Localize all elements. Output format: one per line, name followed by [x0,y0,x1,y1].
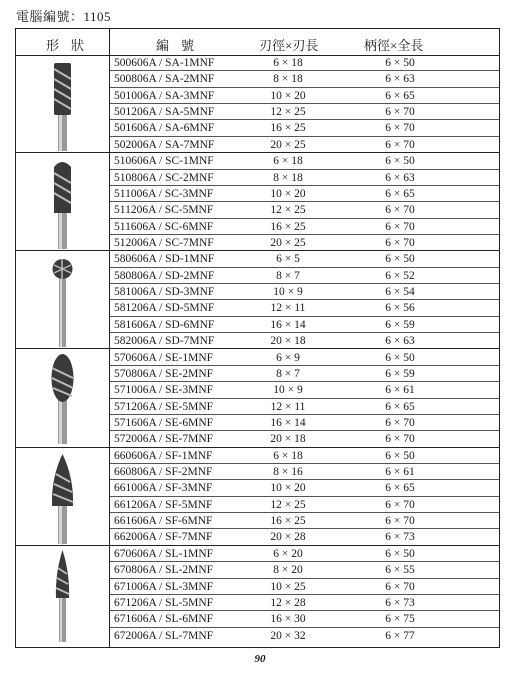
cut-size: 8 × 18 [273,73,303,86]
part-number: 580806A / SD-2MNF [114,269,215,282]
part-number: 661606A / SF-6MNF [114,515,213,528]
table-header [16,29,499,56]
part-number: 511206A / SC-5MNF [114,204,214,217]
table-row [110,399,499,415]
cut-size: 8 × 7 [276,367,300,380]
cut-size: 10 × 9 [273,384,303,397]
header-cut-size: 刃徑×刃長 [259,38,319,53]
part-number: 661006A / SF-3MNF [114,482,213,495]
shank-size: 6 × 63 [385,171,415,184]
tool-rows [110,153,499,251]
cut-size: 12 × 25 [270,204,306,217]
tool-rows [110,55,499,153]
table-row [110,464,499,480]
part-number: 501006A / SA-3MNF [114,89,215,102]
shank-size: 6 × 59 [385,318,415,331]
table-row [110,284,499,300]
cut-size: 12 × 28 [270,596,306,609]
shank-size: 6 × 65 [385,400,415,413]
shank-size: 6 × 75 [385,613,415,626]
shank-size: 6 × 70 [385,236,415,249]
part-number: 672006A / SL-7MNF [114,629,214,642]
tool-rows [110,251,499,349]
cut-size: 10 × 20 [270,89,306,102]
shank-size: 6 × 52 [385,269,415,282]
cut-size: 12 × 11 [270,302,306,315]
cut-size: 8 × 18 [273,171,303,184]
part-number: 660806A / SF-2MNF [114,466,213,479]
table-row [110,546,499,562]
cut-size: 8 × 16 [273,466,303,479]
shank-size: 6 × 54 [385,286,415,299]
part-number: 570606A / SE-1MNF [114,351,214,364]
cut-size: 20 × 18 [270,433,306,446]
cut-size: 12 × 11 [270,400,306,413]
table-row [110,628,499,644]
part-number: 582006A / SD-7MNF [114,335,215,348]
table-row [110,529,499,545]
cut-size: 12 × 25 [270,105,306,118]
cut-size: 20 × 25 [270,236,306,249]
shank-size: 6 × 63 [385,335,415,348]
cut-size: 12 × 25 [270,498,306,511]
shank-size: 6 × 50 [385,155,415,168]
tool-image-sf [16,448,109,546]
shank-size: 6 × 70 [385,138,415,151]
table-row [110,71,499,87]
part-number: 662006A / SF-7MNF [114,531,213,544]
product-table [15,28,500,648]
table-row [110,153,499,169]
table-row [110,120,499,136]
shank-size: 6 × 70 [385,122,415,135]
shank-size: 6 × 63 [385,73,415,86]
tool-image-sa [16,55,109,153]
table-row [110,366,499,382]
shank-size: 6 × 70 [385,498,415,511]
shank-size: 6 × 65 [385,187,415,200]
page-number: 90 [254,653,266,665]
shank-size: 6 × 70 [385,416,415,429]
part-number: 660606A / SF-1MNF [114,449,213,462]
cut-size: 10 × 9 [273,286,303,299]
cut-size: 20 × 18 [270,335,306,348]
tool-image-sd [16,251,109,349]
shank-size: 6 × 50 [385,253,415,266]
table-row [110,382,499,398]
table-row [110,611,499,627]
part-number: 571206A / SE-5MNF [114,400,214,413]
table-row [110,480,499,496]
part-number: 510806A / SC-2MNF [114,171,214,184]
table-row [110,513,499,529]
cut-size: 6 × 18 [273,449,303,462]
shank-size: 6 × 70 [385,580,415,593]
cut-size: 20 × 32 [270,629,306,642]
part-number: 500806A / SA-2MNF [114,73,215,86]
part-number: 570806A / SE-2MNF [114,367,214,380]
part-number: 671606A / SL-6MNF [114,613,214,626]
part-number: 511006A / SC-3MNF [114,187,214,200]
cut-size: 10 × 25 [270,580,306,593]
shank-size: 6 × 50 [385,548,415,560]
cut-size: 16 × 25 [270,122,306,135]
table-row [110,317,499,333]
table-row [110,431,499,447]
shank-size: 6 × 61 [385,384,415,397]
part-number: 512006A / SC-7MNF [114,236,214,249]
table-row [110,219,499,235]
tool-image-sl [16,546,109,644]
table-row [110,104,499,120]
cut-size: 10 × 20 [270,482,306,495]
tool-rows [110,546,499,644]
table-row [110,415,499,431]
cut-size: 6 × 18 [273,57,303,69]
shank-size: 6 × 50 [385,351,415,364]
part-number: 580606A / SD-1MNF [114,253,215,266]
part-number: 501606A / SA-6MNF [114,122,215,135]
tool-image-se [16,350,109,448]
shank-size: 6 × 56 [385,302,415,315]
table-row [110,137,499,153]
cut-size: 6 × 18 [273,155,303,168]
part-number: 511606A / SC-6MNF [114,220,214,233]
cut-size: 10 × 20 [270,187,306,200]
cut-size: 20 × 28 [270,531,306,544]
part-number: 510606A / SC-1MNF [114,155,214,168]
shank-size: 6 × 73 [385,531,415,544]
shank-size: 6 × 70 [385,204,415,217]
shank-size: 6 × 65 [385,482,415,495]
shank-size: 6 × 70 [385,515,415,528]
cut-size: 8 × 20 [273,564,303,577]
cut-size: 6 × 9 [276,351,300,364]
catalog-code: 電腦編號：1105 [16,9,112,24]
shank-size: 6 × 55 [385,564,415,577]
part-number: 581606A / SD-6MNF [114,318,215,331]
tool-group-se [16,350,499,448]
header-shank-size: 柄徑×全長 [364,38,424,53]
table-row [110,562,499,578]
table-row [110,595,499,611]
table-row [110,333,499,349]
table-row [110,497,499,513]
header-code: 編號 [156,38,207,53]
table-row [110,170,499,186]
table-row [110,88,499,104]
tool-group-sf [16,448,499,546]
tool-rows [110,350,499,448]
part-number: 671206A / SL-5MNF [114,596,214,609]
shank-size: 6 × 50 [385,57,415,69]
part-number: 581006A / SD-3MNF [114,286,215,299]
table-row [110,186,499,202]
table-row [110,235,499,251]
table-row [110,350,499,366]
tool-group-sl [16,546,499,644]
table-row [110,448,499,464]
shank-size: 6 × 59 [385,367,415,380]
table-row [110,268,499,284]
part-number: 572006A / SE-7MNF [114,433,214,446]
cut-size: 8 × 7 [276,269,300,282]
part-number: 661206A / SF-5MNF [114,498,213,511]
cut-size: 16 × 25 [270,220,306,233]
cut-size: 20 × 25 [270,138,306,151]
table-row [110,300,499,316]
cut-size: 6 × 5 [276,253,300,266]
part-number: 571006A / SE-3MNF [114,384,214,397]
part-number: 670806A / SL-2MNF [114,564,214,577]
cut-size: 16 × 14 [270,318,306,331]
part-number: 500606A / SA-1MNF [114,57,215,69]
shank-size: 6 × 61 [385,466,415,479]
tool-group-sc [16,153,499,251]
tool-rows [110,448,499,546]
part-number: 581206A / SD-5MNF [114,302,215,315]
part-number: 502006A / SA-7MNF [114,138,215,151]
table-row [110,579,499,595]
part-number: 501206A / SA-5MNF [114,105,215,118]
tool-group-sd [16,251,499,349]
table-row [110,251,499,267]
shank-size: 6 × 70 [385,220,415,233]
shank-size: 6 × 70 [385,433,415,446]
shank-size: 6 × 77 [385,629,415,642]
tool-group-sa [16,55,499,153]
shank-size: 6 × 73 [385,596,415,609]
cut-size: 16 × 30 [270,613,306,626]
shank-size: 6 × 65 [385,89,415,102]
part-number: 670606A / SL-1MNF [114,548,214,560]
table-row [110,202,499,218]
cut-size: 6 × 20 [273,548,303,560]
shank-size: 6 × 70 [385,105,415,118]
cut-size: 16 × 14 [270,416,306,429]
table-row [110,55,499,71]
header-shape: 形狀 [46,38,97,53]
part-number: 671006A / SL-3MNF [114,580,214,593]
cut-size: 16 × 25 [270,515,306,528]
tool-image-sc [16,153,109,251]
part-number: 571606A / SE-6MNF [114,416,214,429]
shank-size: 6 × 50 [385,449,415,462]
